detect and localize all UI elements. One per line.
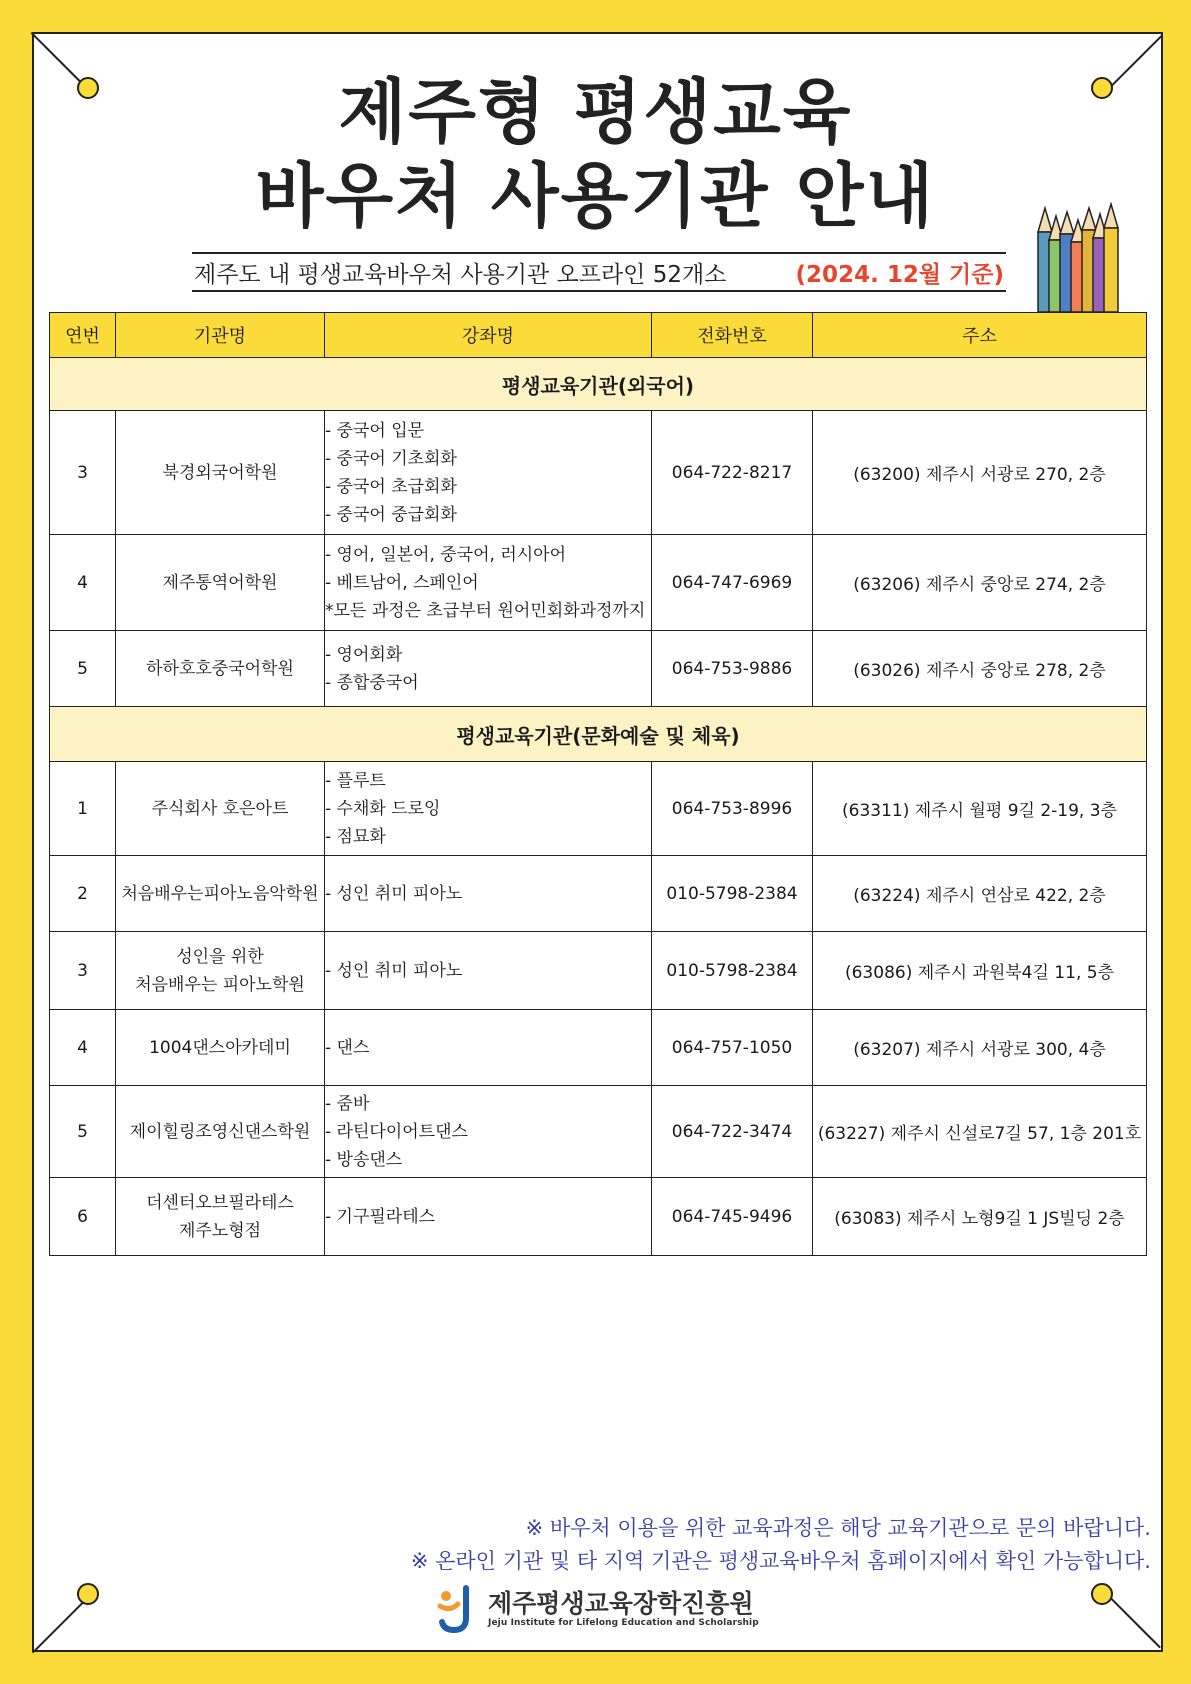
cell-phone: 064-745-9496 [652,1178,813,1256]
section-row [50,358,1147,411]
course-item: - 종합중국어 [325,672,419,693]
cell-courses [325,631,652,707]
cell-courses [325,762,652,856]
course-item: - 성인 취미 피아노 [325,883,463,904]
course-item: - 성인 취미 피아노 [325,960,463,981]
cell-courses [325,535,652,631]
section-title: 평생교육기관(외국어) [50,358,1147,411]
course-item: - 영어회화 [325,644,403,665]
institution-name-line: 더센터오브필라테스 [146,1192,294,1213]
section-title: 평생교육기관(문화예술 및 체육) [50,707,1147,762]
pin-bottom-left [77,1583,99,1605]
cell-institution-name [116,1010,325,1086]
cell-address: (63026) 제주시 중앙로 278, 2층 [813,631,1147,707]
header-phone: 전화번호 [652,313,813,358]
cell-address: (63086) 제주시 과원북4길 11, 5층 [813,932,1147,1010]
cell-institution-name [116,762,325,856]
cell-phone: 064-722-3474 [652,1086,813,1178]
course-item: - 라틴다이어트댄스 [325,1121,468,1142]
course-item: - 영어, 일본어, 중국어, 러시아어 [325,544,567,565]
table-row [50,1010,1147,1086]
institute-english-name: Jeju Institute for Lifelong Education and Scholarship [488,1618,759,1628]
cell-address: (63083) 제주시 노형9길 1 JS빌딩 2층 [813,1178,1147,1256]
cell-institution-name [116,631,325,707]
cell-no: 2 [50,856,116,932]
pin-bottom-right [1091,1583,1113,1605]
cell-no: 4 [50,1010,116,1086]
pencils-icon [1034,202,1134,312]
cell-phone: 064-753-8996 [652,762,813,856]
note-line: ※ 온라인 기관 및 타 지역 기관은 평생교육바우처 홈페이지에서 확인 가능합니다. [410,1549,1151,1573]
institution-name-line: 처음배우는피아노음악학원 [121,883,319,904]
institution-name-line: 제이힐링조영신댄스학원 [129,1121,311,1142]
table-row [50,1178,1147,1256]
table-row [50,411,1147,535]
course-item: - 점묘화 [325,826,386,847]
note-line: ※ 바우처 이용을 위한 교육과정은 해당 교육기관으로 문의 바랍니다. [525,1516,1151,1540]
institution-name-line: 성인을 위한 [176,946,264,967]
cell-phone: 064-722-8217 [652,411,813,535]
course-item: - 기구필라테스 [325,1206,436,1227]
cell-address: (63207) 제주시 서광로 300, 4층 [813,1010,1147,1086]
institution-name-line: 하하호호중국어학원 [146,658,294,679]
header-course: 강좌명 [325,313,652,358]
header-address: 주소 [813,313,1147,358]
subtitle-text: 제주도 내 평생교육바우처 사용기관 오프라인 52개소 [194,261,727,288]
cell-phone: 010-5798-2384 [652,932,813,1010]
table-row [50,856,1147,932]
cell-address: (63227) 제주시 신설로7길 57, 1층 201호 [813,1086,1147,1178]
page-title-line2: 바우처 사용기관 안내 [255,155,936,237]
cell-phone: 064-753-9886 [652,631,813,707]
course-item: - 줌바 [325,1093,370,1114]
cell-no: 4 [50,535,116,631]
course-item: - 댄스 [325,1037,370,1058]
notes [411,1512,1151,1578]
cell-address: (63224) 제주시 연삼로 422, 2층 [813,856,1147,932]
cell-phone: 010-5798-2384 [652,856,813,932]
course-item: - 플루트 [325,770,386,791]
section-row [50,707,1147,762]
cell-no: 5 [50,631,116,707]
course-item: - 베트남어, 스페인어 [325,572,479,593]
cell-courses [325,1010,652,1086]
cell-no: 1 [50,762,116,856]
page-title-line1: 제주형 평생교육 [338,71,853,153]
cell-institution-name [116,535,325,631]
cell-courses [325,856,652,932]
cell-courses [325,1086,652,1178]
cell-no: 5 [50,1086,116,1178]
table-row [50,932,1147,1010]
cell-no: 3 [50,411,116,535]
institution-name-line: 주식회사 호은아트 [151,798,289,819]
course-item: *모든 과정은 초급부터 원어민회화과정까지 [325,600,646,621]
cell-phone: 064-757-1050 [652,1010,813,1086]
course-item: - 중국어 초급회화 [325,476,457,497]
cell-courses [325,411,652,535]
table-row [50,1086,1147,1178]
subtitle-bar [192,252,1006,292]
course-item: - 중국어 중급회화 [325,504,457,525]
institution-name-line: 제주통역어학원 [162,572,278,593]
institution-name-line: 1004댄스아카데미 [149,1037,291,1058]
course-item: - 중국어 기초회화 [325,448,457,469]
cell-address: (63311) 제주시 월평 9길 2-19, 3층 [813,762,1147,856]
cell-institution-name [116,411,325,535]
header-name: 기관명 [116,313,325,358]
cell-no: 6 [50,1178,116,1256]
table-body [50,358,1147,1256]
table-row [50,762,1147,856]
cell-courses [325,1178,652,1256]
course-item: - 방송댄스 [325,1149,403,1170]
table-row [50,535,1147,631]
table-row [50,631,1147,707]
cell-courses [325,932,652,1010]
institution-name-line: 제주노형점 [178,1220,262,1241]
cell-phone: 064-747-6969 [652,535,813,631]
institute-logo-icon [436,1584,480,1634]
course-item: - 중국어 입문 [325,420,425,441]
cell-address: (63206) 제주시 중앙로 274, 2층 [813,535,1147,631]
cell-institution-name [116,1178,325,1256]
institute-name: 제주평생교육장학진흥원 [488,1589,754,1618]
cell-institution-name [116,856,325,932]
subtitle-date: (2024. 12월 기준) [795,261,1004,288]
institution-table [49,312,1147,1256]
institute-logo [436,1584,759,1634]
header-no: 연번 [50,313,116,358]
cell-institution-name [116,1086,325,1178]
table-header-row [50,313,1147,358]
institution-name-line: 북경외국어학원 [162,462,278,483]
course-item: - 수채화 드로잉 [325,798,441,819]
cell-institution-name [116,932,325,1010]
cell-no: 3 [50,932,116,1010]
cell-address: (63200) 제주시 서광로 270, 2층 [813,411,1147,535]
institution-name-line: 처음배우는 피아노학원 [135,974,305,995]
